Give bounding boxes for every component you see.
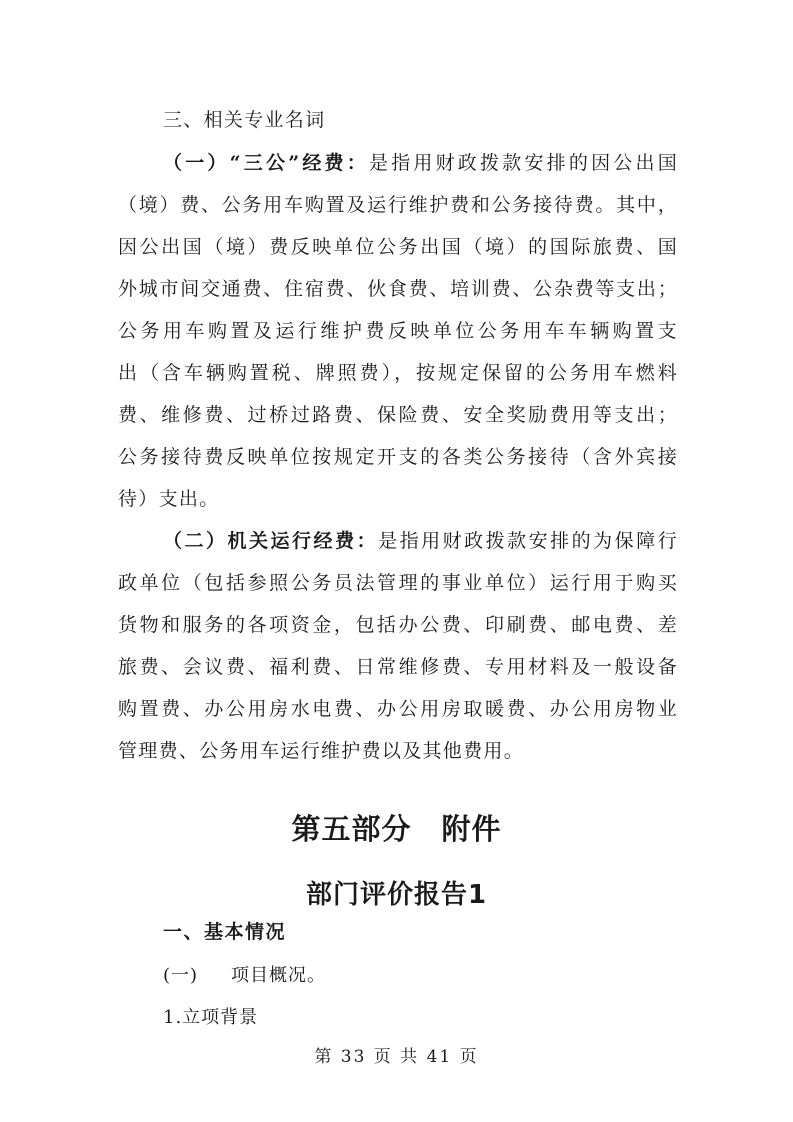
term2-line-3: 旅费、会议费、福利费、日常维修费、专用材料及一般设备 [118, 656, 678, 678]
term2-first-line [163, 528, 678, 554]
report-title: 部门评价报告1 [305, 880, 488, 910]
term2-line-0: 是指用财政拨款安排的为保障行 [378, 530, 678, 552]
term1-line-7: 公务接待费反映单位按规定开支的各类公务接待（含外宾接 [118, 446, 678, 468]
term1-first-line [163, 150, 678, 176]
term2-line-5: 管理费、公务用车运行维护费以及其他费用。 [118, 740, 525, 762]
project-overview-text: 项目概况。 [231, 965, 326, 986]
term2-line-1: 政单位（包括参照公务员法管理的事业单位）运行用于购买 [118, 572, 678, 594]
term1-line-8: 待）支出。 [118, 488, 220, 510]
term1-line-1: （境）费、公务用车购置及运行维护费和公务接待费。其中， [118, 194, 678, 216]
term1-line-2: 因公出国（境）费反映单位公务出国（境）的国际旅费、国 [118, 236, 678, 258]
part-five-title [0, 807, 793, 848]
project-overview-line [163, 961, 326, 987]
term1-line-6: 费、维修费、过桥过路费、保险费、安全奖励费用等支出； [118, 404, 678, 426]
term1-line-4: 公务用车购置及运行维护费反映单位公务用车车辆购置支 [118, 320, 678, 342]
basic-info-heading: 一、基本情况 [163, 921, 287, 943]
term1-line-3: 外城市间交通费、住宿费、伙食费、培训费、公杂费等支出； [118, 278, 678, 300]
project-overview-number: (一) [163, 965, 199, 986]
part-five-title-sub: 附件 [441, 812, 502, 846]
part-five-title-main: 第五部分 [291, 812, 412, 846]
term2-label: （二）机关运行经费： [163, 530, 379, 552]
term1-line-5: 出（含车辆购置税、牌照费），按规定保留的公务用车燃料 [118, 362, 678, 384]
term2-line-4: 购置费、办公用房水电费、办公用房取暖费、办公用房物业 [118, 698, 678, 720]
term1-line-0: 是指用财政拨款安排的因公出国 [368, 152, 679, 174]
term1-label: （一）“三公”经费： [163, 152, 369, 174]
section-heading-terms: 三、相关专业名词 [163, 109, 326, 131]
page-footer: 第 33 页 共 41 页 [314, 1047, 479, 1067]
background-item: 1.立项背景 [163, 1007, 259, 1028]
term2-line-2: 货物和服务的各项资金，包括办公费、印刷费、邮电费、差 [118, 614, 678, 636]
